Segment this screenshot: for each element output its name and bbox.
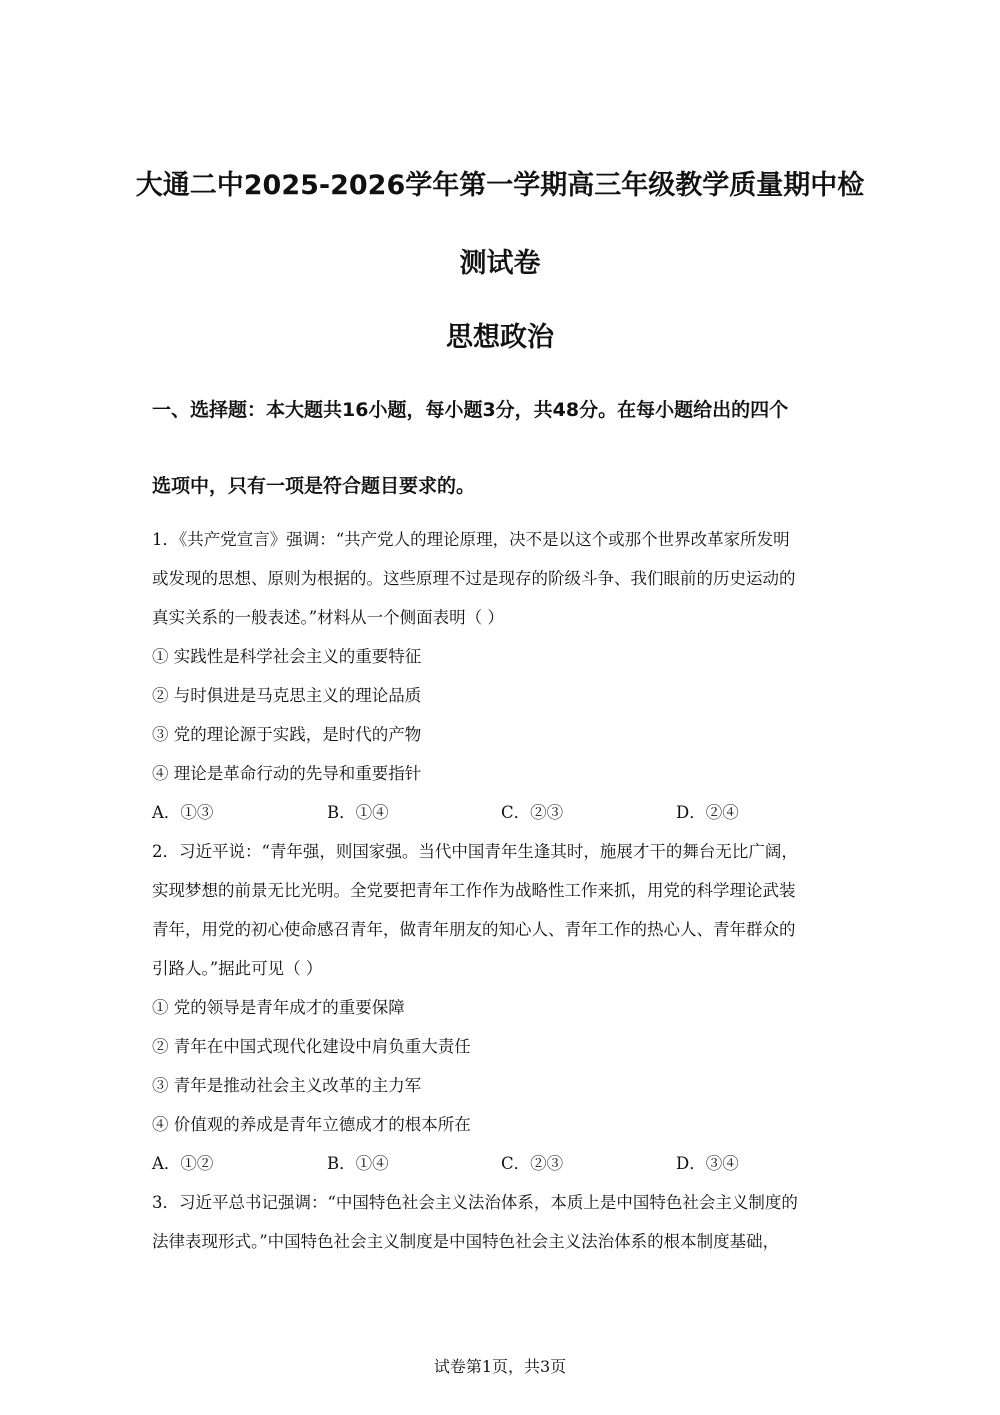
question-1-option-1: ① 实践性是科学社会主义的重要特征	[152, 647, 422, 666]
section-heading-line-1: 一、选择题：本大题共16小题，每小题3分，共48分。在每小题给出的四个	[152, 399, 789, 421]
question-2-choice-d: D．③④	[676, 1154, 739, 1173]
question-1-stem-line: 或发现的思想、原则为根据的。这些原理不过是现存的阶级斗争、我们眼前的历史运动的	[152, 569, 796, 588]
subject-title: 思想政治	[446, 322, 554, 353]
section-heading-line-2: 选项中，只有一项是符合题目要求的。	[152, 475, 476, 497]
question-1-option-4: ④ 理论是革命行动的先导和重要指针	[152, 764, 422, 783]
question-3-stem-line: 3．习近平总书记强调：“中国特色社会主义法治体系，本质上是中国特色社会主义制度的	[152, 1193, 798, 1212]
question-1-choice-a: A．①③	[152, 803, 214, 822]
exam-title-line-1: 大通二中2025-2026学年第一学期高三年级教学质量期中检	[135, 170, 865, 201]
question-1-choice-b: B．①④	[327, 803, 389, 822]
question-2-choice-a: A．①②	[152, 1154, 214, 1173]
question-1-stem-line: 1．《共产党宣言》强调：“共产党人的理论原理，决不是以这个或那个世界改革家所发明	[152, 530, 790, 549]
question-1-choice-d: D．②④	[676, 803, 739, 822]
question-2-option-2: ② 青年在中国式现代化建设中肩负重大责任	[152, 1037, 471, 1056]
question-3-stem-line: 法律表现形式。”中国特色社会主义制度是中国特色社会主义法治体系的根本制度基础，	[152, 1232, 780, 1251]
exam-title-line-2: 测试卷	[459, 248, 541, 279]
question-2-option-1: ① 党的领导是青年成才的重要保障	[152, 998, 405, 1017]
question-2-stem-line: 引路人。”据此可见（ ）	[152, 959, 323, 978]
question-2-stem-line: 2．习近平说：“青年强，则国家强。当代中国青年生逢其时，施展才干的舞台无比广阔，	[152, 842, 798, 861]
question-2-choice-c: C．②③	[501, 1154, 564, 1173]
question-2-stem-line: 实现梦想的前景无比光明。全党要把青年工作作为战略性工作来抓，用党的科学理论武装	[152, 881, 796, 900]
question-1-option-2: ② 与时俱进是马克思主义的理论品质	[152, 686, 422, 705]
question-1-choice-c: C．②③	[501, 803, 564, 822]
question-2-option-3: ③ 青年是推动社会主义改革的主力军	[152, 1076, 422, 1095]
question-1-option-3: ③ 党的理论源于实践，是时代的产物	[152, 725, 422, 744]
question-2-stem-line: 青年，用党的初心使命感召青年，做青年朋友的知心人、青年工作的热心人、青年群众的	[152, 920, 796, 939]
page-footer: 试卷第1页，共3页	[433, 1357, 567, 1376]
question-2-choice-b: B．①④	[327, 1154, 389, 1173]
question-1-stem-line: 真实关系的一般表述。”材料从一个侧面表明（ ）	[152, 608, 504, 627]
question-2-option-4: ④ 价值观的养成是青年立德成才的根本所在	[152, 1115, 471, 1134]
